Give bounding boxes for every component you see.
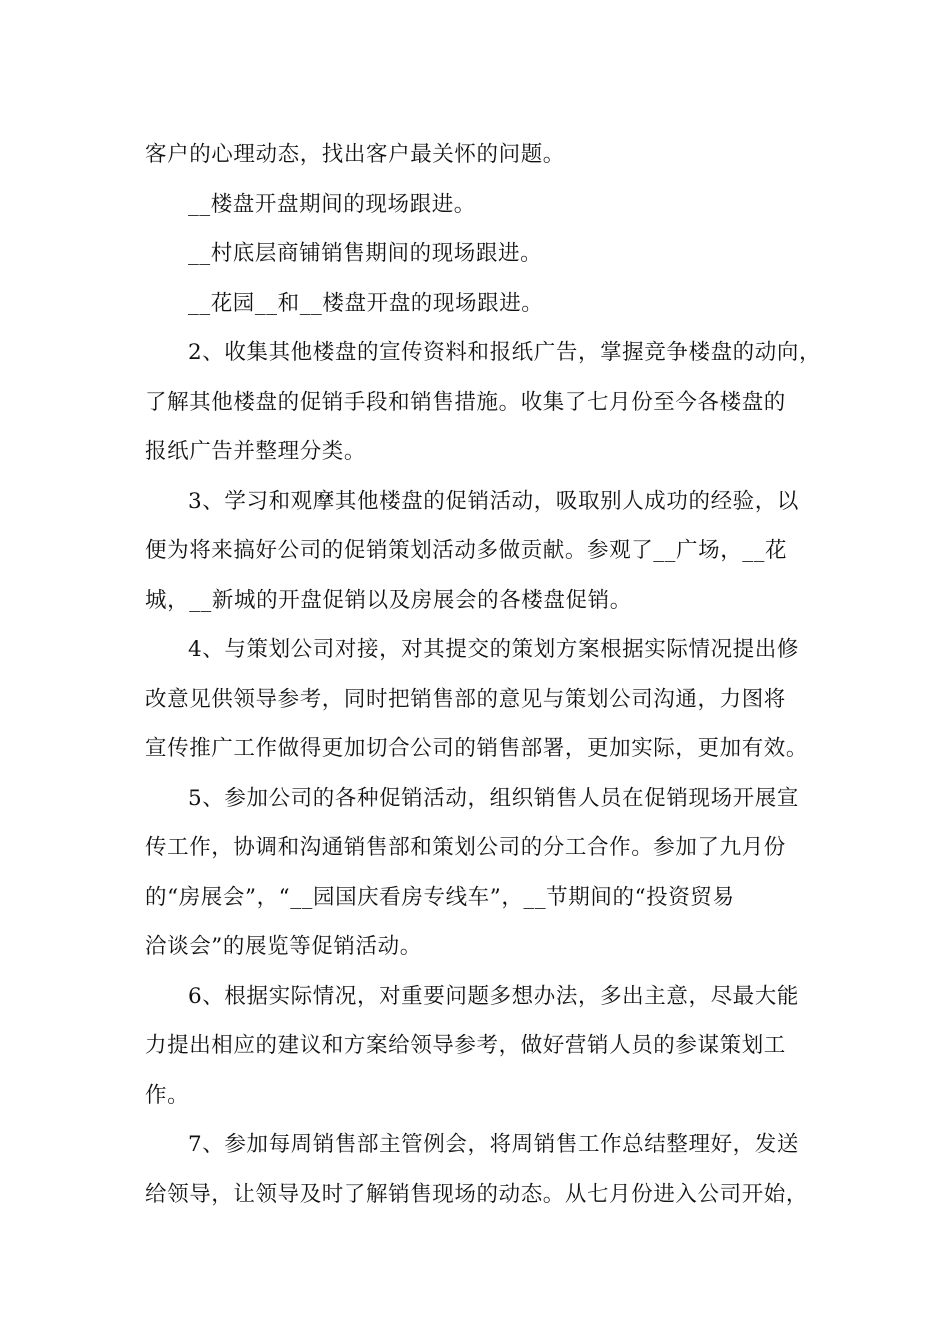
text-line: __楼盘开盘期间的现场跟进。 [188, 191, 476, 217]
text-line: __花园__和__楼盘开盘的现场跟进。 [188, 290, 544, 316]
text-line: 6、根据实际情况，对重要问题多想办法，多出主意，尽最大能 [188, 983, 799, 1009]
text-line: 传工作，协调和沟通销售部和策划公司的分工合作。参加了九月份 [145, 835, 786, 860]
text-line: 的“房展会”，“__园国庆看房专线车”，__节期间的“投资贸易 [145, 884, 735, 910]
text-line: 报纸广告并整理分类。 [145, 439, 367, 464]
text-line: 了解其他楼盘的促销手段和销售措施。收集了七月份至今各楼盘的 [145, 389, 786, 415]
text-line: 改意见供领导参考，同时把销售部的意见与策划公司沟通，力图将 [145, 686, 786, 712]
text-line: 7、参加每周销售部主管例会，将周销售工作总结整理好，发送 [188, 1132, 799, 1157]
text-line: 城，__新城的开盘促销以及房展会的各楼盘促销。 [145, 587, 632, 613]
text-line: 5、参加公司的各种促销活动，组织销售人员在促销现场开展宣 [188, 785, 799, 811]
text-line: 客户的心理动态，找出客户最关怀的问题。 [145, 142, 565, 167]
text-line: 力提出相应的建议和方案给领导参考，做好营销人员的参谋策划工 [145, 1033, 786, 1058]
text-line: 给领导，让领导及时了解销售现场的动态。从七月份进入公司开始， [145, 1181, 809, 1207]
text-line: 4、与策划公司对接，对其提交的策划方案根据实际情况提出修 [188, 637, 799, 662]
text-line: 洽谈会”的展览等促销活动。 [145, 934, 422, 959]
text-line: 作。 [145, 1082, 190, 1108]
text-line: __村底层商铺销售期间的现场跟进。 [188, 241, 543, 266]
text-line: 便为将来搞好公司的促销策划活动多做贡献。参观了__广场，__花 [145, 538, 788, 563]
text-line: 宣传推广工作做得更加切合公司的销售部署，更加实际，更加有效。 [145, 736, 809, 761]
text-line: 3、学习和观摩其他楼盘的促销活动，吸取别人成功的经验，以 [188, 488, 799, 514]
text-line: 2、收集其他楼盘的宣传资料和报纸广告，掌握竞争楼盘的动向， [188, 340, 822, 365]
